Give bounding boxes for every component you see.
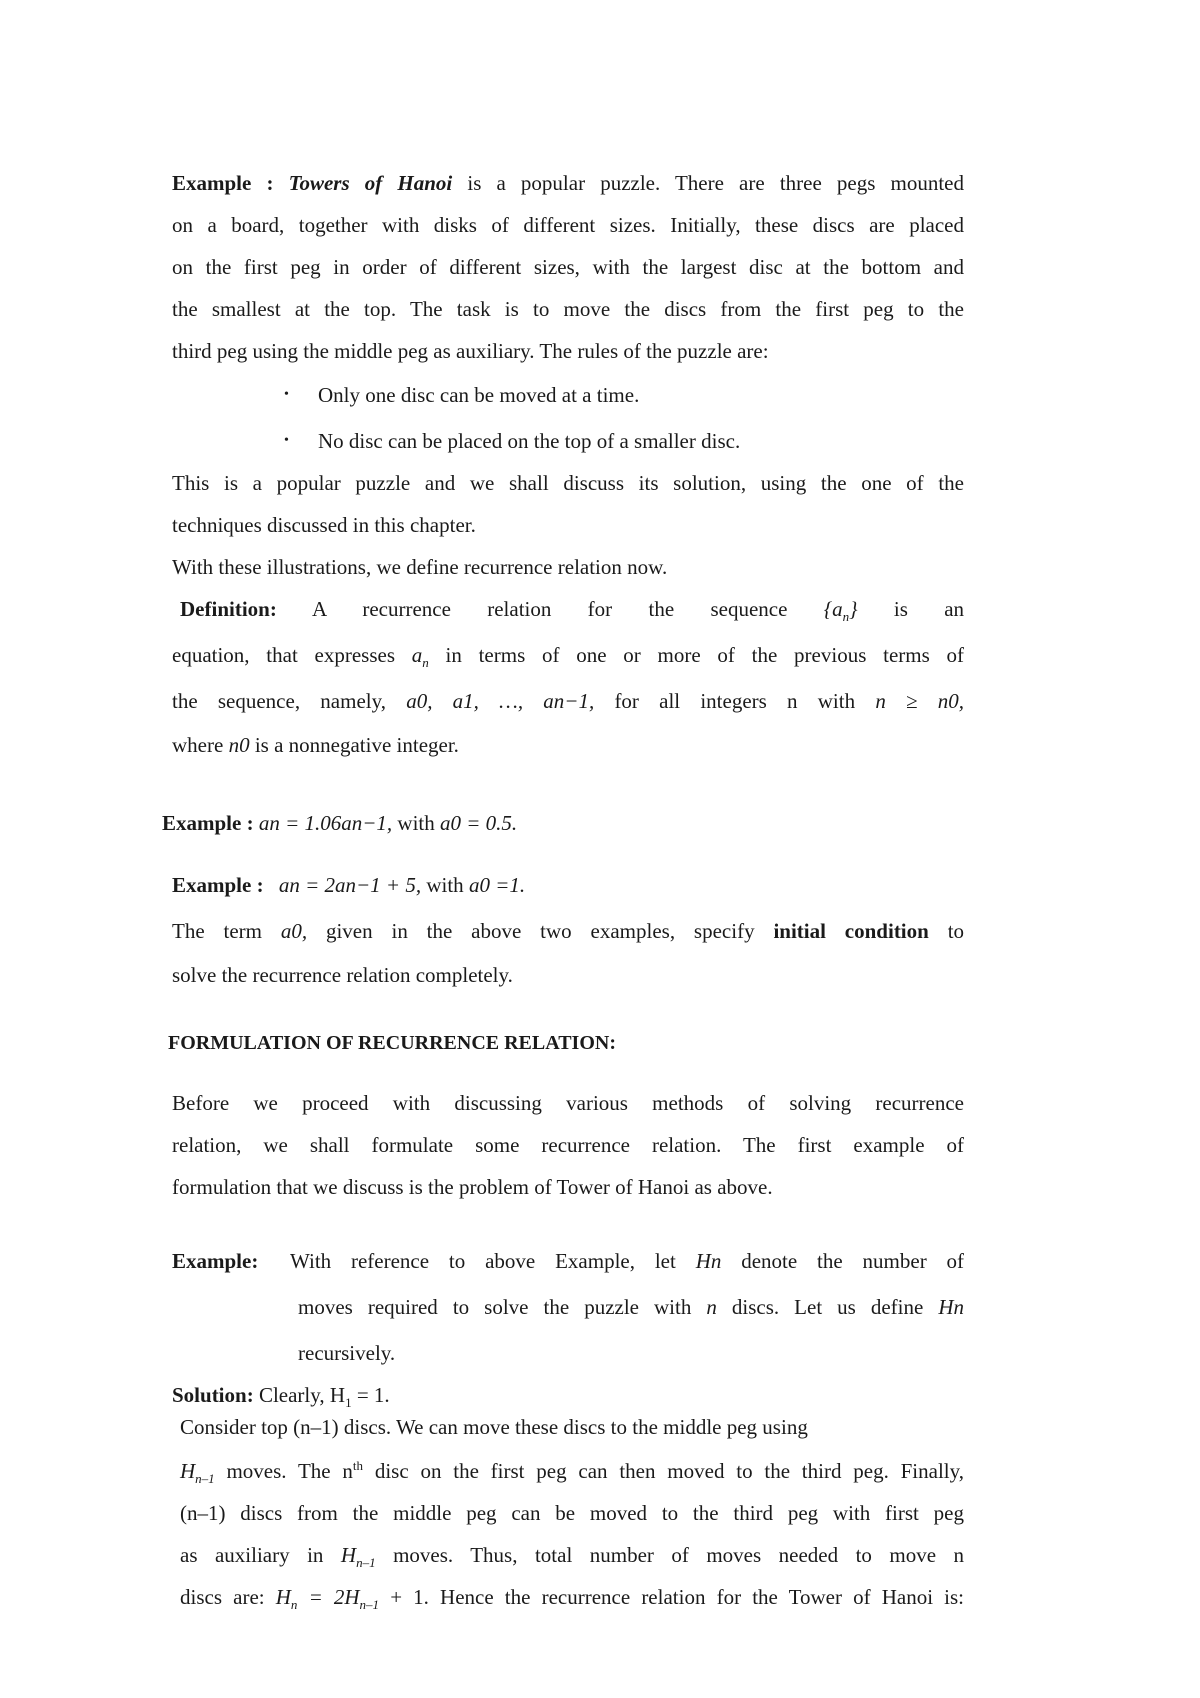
example2-label: Example :: [162, 811, 254, 835]
towers-of-hanoi-title: Towers of Hanoi: [288, 171, 453, 195]
h-n-1-symbol: $H_{n-1}$: [180, 1459, 215, 1487]
example4-text: denote the number of: [741, 1249, 965, 1273]
definition-text: is a nonnegative integer.: [254, 733, 459, 757]
solution-line6: [180, 1584, 965, 1613]
formulation-line1: Before we proceed with discussing various methods of solving recurrence: [172, 1091, 964, 1115]
h-n-1-symbol: $H_{n-1}$: [340, 1543, 376, 1571]
example4-line1: [290, 1248, 964, 1274]
solution-line2: Consider top (n–1) discs. We can move these discs to the middle peg using: [180, 1415, 808, 1439]
condition-formula: n ≥ n0,: [875, 689, 965, 713]
example2-initial: a0 = 0.5.: [440, 811, 518, 835]
solution-text: Clearly, H: [258, 1383, 346, 1407]
definition-line3: [172, 688, 964, 714]
bullet-item: No disc can be placed on the top of a smaller disc.: [318, 429, 741, 453]
example2-line: [162, 810, 517, 836]
example3-text: with: [426, 873, 464, 897]
paragraph-text: to: [947, 919, 965, 943]
paragraph-text: given in the above two examples, specify: [325, 919, 755, 943]
solution-line1: [172, 1382, 390, 1411]
paragraph-line: This is a popular puzzle and we shall discuss its solution, using the one of the: [172, 471, 964, 495]
definition-line4: [172, 732, 459, 758]
example2-text: with: [397, 811, 435, 835]
paragraph-text: The term: [172, 919, 262, 943]
definition-line1: [180, 596, 965, 625]
section-heading: FORMULATION OF RECURRENCE RELATION:: [168, 1032, 616, 1054]
example4-text: moves required to solve the puzzle with: [298, 1295, 692, 1319]
bullet-item: Only one disc can be moved at a time.: [318, 383, 640, 407]
example4-label: Example:: [172, 1249, 259, 1273]
definition-text: where: [172, 733, 224, 757]
definition-line2: [172, 642, 965, 671]
example4-text: discs. Let us define: [731, 1295, 924, 1319]
example1-line3: on the first peg in order of different sizes, with the largest disc at the bottom and: [172, 255, 964, 279]
n-symbol: n: [706, 1295, 717, 1319]
example1-line2: on a board, together with disks of different sizes. Initially, these discs are placed: [172, 213, 964, 237]
paragraph-line: techniques discussed in this chapter.: [172, 513, 476, 537]
bullet-icon: •: [284, 387, 289, 402]
initial-condition-line2: solve the recurrence relation completely.: [172, 963, 513, 987]
example1-line1: [172, 170, 964, 196]
n0-symbol: n0: [228, 733, 250, 757]
hn-symbol: Hn: [695, 1249, 722, 1273]
definition-text: equation, that expresses: [172, 643, 396, 667]
example3-initial: a0 =1.: [468, 873, 526, 897]
example3-formula: an = 2an−1 + 5,: [278, 873, 422, 897]
initial-condition-term: initial condition: [773, 919, 929, 943]
definition-text: for all integers n with: [614, 689, 856, 713]
example2-formula: an = 1.06an−1,: [258, 811, 393, 835]
definition-text: the sequence, namely,: [172, 689, 386, 713]
sequence-terms: a0, a1, …, an−1,: [406, 689, 595, 713]
example4-line2: [298, 1294, 964, 1320]
example4-text: With reference to above Example, let: [290, 1249, 676, 1273]
example1-text: is a popular puzzle. There are three pegs mounted: [467, 171, 965, 195]
formulation-line2: relation, we shall formulate some recurrence relation. The first example of: [172, 1133, 964, 1157]
bullet-icon: •: [284, 433, 289, 448]
example3-label: Example :: [172, 873, 264, 897]
solution-text: moves. The n: [226, 1459, 353, 1483]
solution-label: Solution:: [172, 1383, 254, 1407]
definition-text: is an: [893, 597, 965, 621]
solution-text: + 1. Hence the recurrence relation for the Tower of Hanoi is:: [390, 1585, 965, 1609]
subscript: 1: [345, 1395, 352, 1411]
example3-line: [172, 872, 525, 898]
solution-line4: (n–1) discs from the middle peg can be moved to the third peg with first peg: [180, 1501, 964, 1525]
a0-symbol: a0,: [280, 919, 308, 943]
formulation-line3: formulation that we discuss is the problem of Tower of Hanoi as above.: [172, 1175, 773, 1199]
definition-label: Definition:: [180, 597, 277, 621]
definition-text: in terms of one or more of the previous terms of: [445, 643, 965, 667]
example1-label: Example :: [172, 171, 274, 195]
definition-text: A recurrence relation for the sequence: [312, 597, 788, 621]
hn-symbol: Hn: [938, 1295, 965, 1319]
solution-text: = 1.: [356, 1383, 390, 1407]
example4-line3: recursively.: [298, 1341, 396, 1365]
solution-text: as auxiliary in: [180, 1543, 324, 1567]
sequence-symbol: $\{a_n\}$: [823, 597, 858, 625]
example1-line5: third peg using the middle peg as auxiliary. The rules of the puzzle are:: [172, 339, 769, 363]
solution-text: discs are:: [180, 1585, 265, 1609]
paragraph-line: With these illustrations, we define recurrence relation now.: [172, 555, 668, 579]
superscript: th: [352, 1458, 364, 1473]
recurrence-formula: $H_n = 2H_{n-1}$: [275, 1585, 380, 1613]
solution-line5: [180, 1542, 965, 1571]
solution-text: disc on the first peg can then moved to the third peg. Finally,: [374, 1459, 965, 1483]
example1-line4: the smallest at the top. The task is to move the discs from the first peg to the: [172, 297, 964, 321]
an-symbol: $a_n$: [411, 643, 429, 671]
solution-line3: [180, 1458, 965, 1487]
solution-text: moves. Thus, total number of moves needed to move n: [393, 1543, 965, 1567]
initial-condition-line1: [172, 918, 964, 944]
